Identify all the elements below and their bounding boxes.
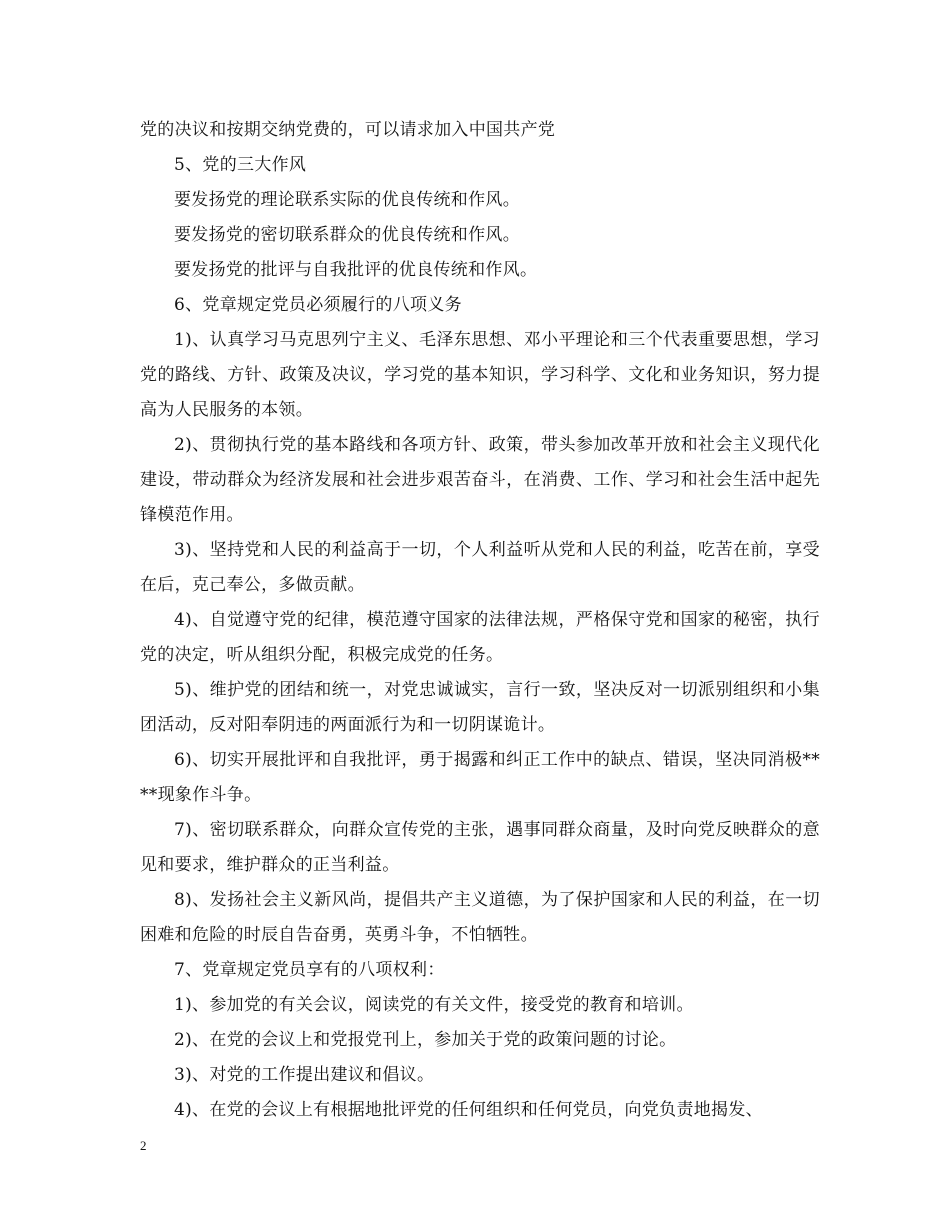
- list-item: 2)、贯彻执行党的基本路线和各项方针、政策，带头参加改革开放和社会主义现代化建设，带动群众为经济发展和社会进步艰苦奋斗，在消费、工作、学习和社会生活中起先锋模范作用。: [140, 435, 820, 525]
- document-body: [140, 113, 820, 1128]
- list-item: 1)、认真学习马克思列宁主义、毛泽东思想、邓小平理论和三个代表重要思想，学习党的路线、方针、政策及决议，学习党的基本知识，学习科学、文化和业务知识，努力提高为人民服务的本领。: [140, 330, 820, 420]
- paragraph: 党的决议和按期交纳党费的，可以请求加入中国共产党: [140, 120, 556, 140]
- list-item: 3)、对党的工作提出建议和倡议。: [174, 1065, 435, 1085]
- list-item: 7)、密切联系群众，向群众宣传党的主张，遇事同群众商量，及时向党反映群众的意见和要求，维护群众的正当利益。: [140, 820, 820, 875]
- list-item: 4)、自觉遵守党的纪律，模范遵守国家的法律法规，严格保守党和国家的秘密，执行党的决定，听从组织分配，积极完成党的任务。: [140, 610, 820, 665]
- list-item: 8)、发扬社会主义新风尚，提倡共产主义道德，为了保护国家和人民的利益，在一切困难和危险的时辰自告奋勇，英勇斗争，不怕牺牲。: [140, 890, 820, 945]
- paragraph: 要发扬党的密切联系群众的优良传统和作风。: [174, 225, 520, 245]
- list-item: 1)、参加党的有关会议，阅读党的有关文件，接受党的教育和培训。: [174, 995, 694, 1015]
- list-item: 5)、维护党的团结和统一，对党忠诚诚实，言行一致，坚决反对一切派别组织和小集团活动，反对阳奉阴违的两面派行为和一切阴谋诡计。: [140, 680, 820, 735]
- list-item: 6)、切实开展批评和自我批评，勇于揭露和纠正工作中的缺点、错误，坚决同消极****现象作斗争。: [140, 750, 820, 805]
- page-number: 2: [140, 1138, 147, 1153]
- section-heading: 7、党章规定党员享有的八项权利：: [174, 960, 445, 980]
- list-item: 4)、在党的会议上有根据地批评党的任何组织和任何党员，向党负责地揭发、: [174, 1100, 763, 1120]
- section-heading: 6、党章规定党员必须履行的八项义务: [174, 295, 462, 315]
- paragraph: 要发扬党的批评与自我批评的优良传统和作风。: [174, 260, 538, 280]
- list-item: 3)、坚持党和人民的利益高于一切，个人利益听从党和人民的利益，吃苦在前，享受在后，克己奉公，多做贡献。: [140, 540, 820, 595]
- paragraph: 要发扬党的理论联系实际的优良传统和作风。: [174, 190, 520, 210]
- list-item: 2)、在党的会议上和党报党刊上，参加关于党的政策问题的讨论。: [174, 1030, 677, 1050]
- section-heading: 5、党的三大作风: [174, 155, 307, 175]
